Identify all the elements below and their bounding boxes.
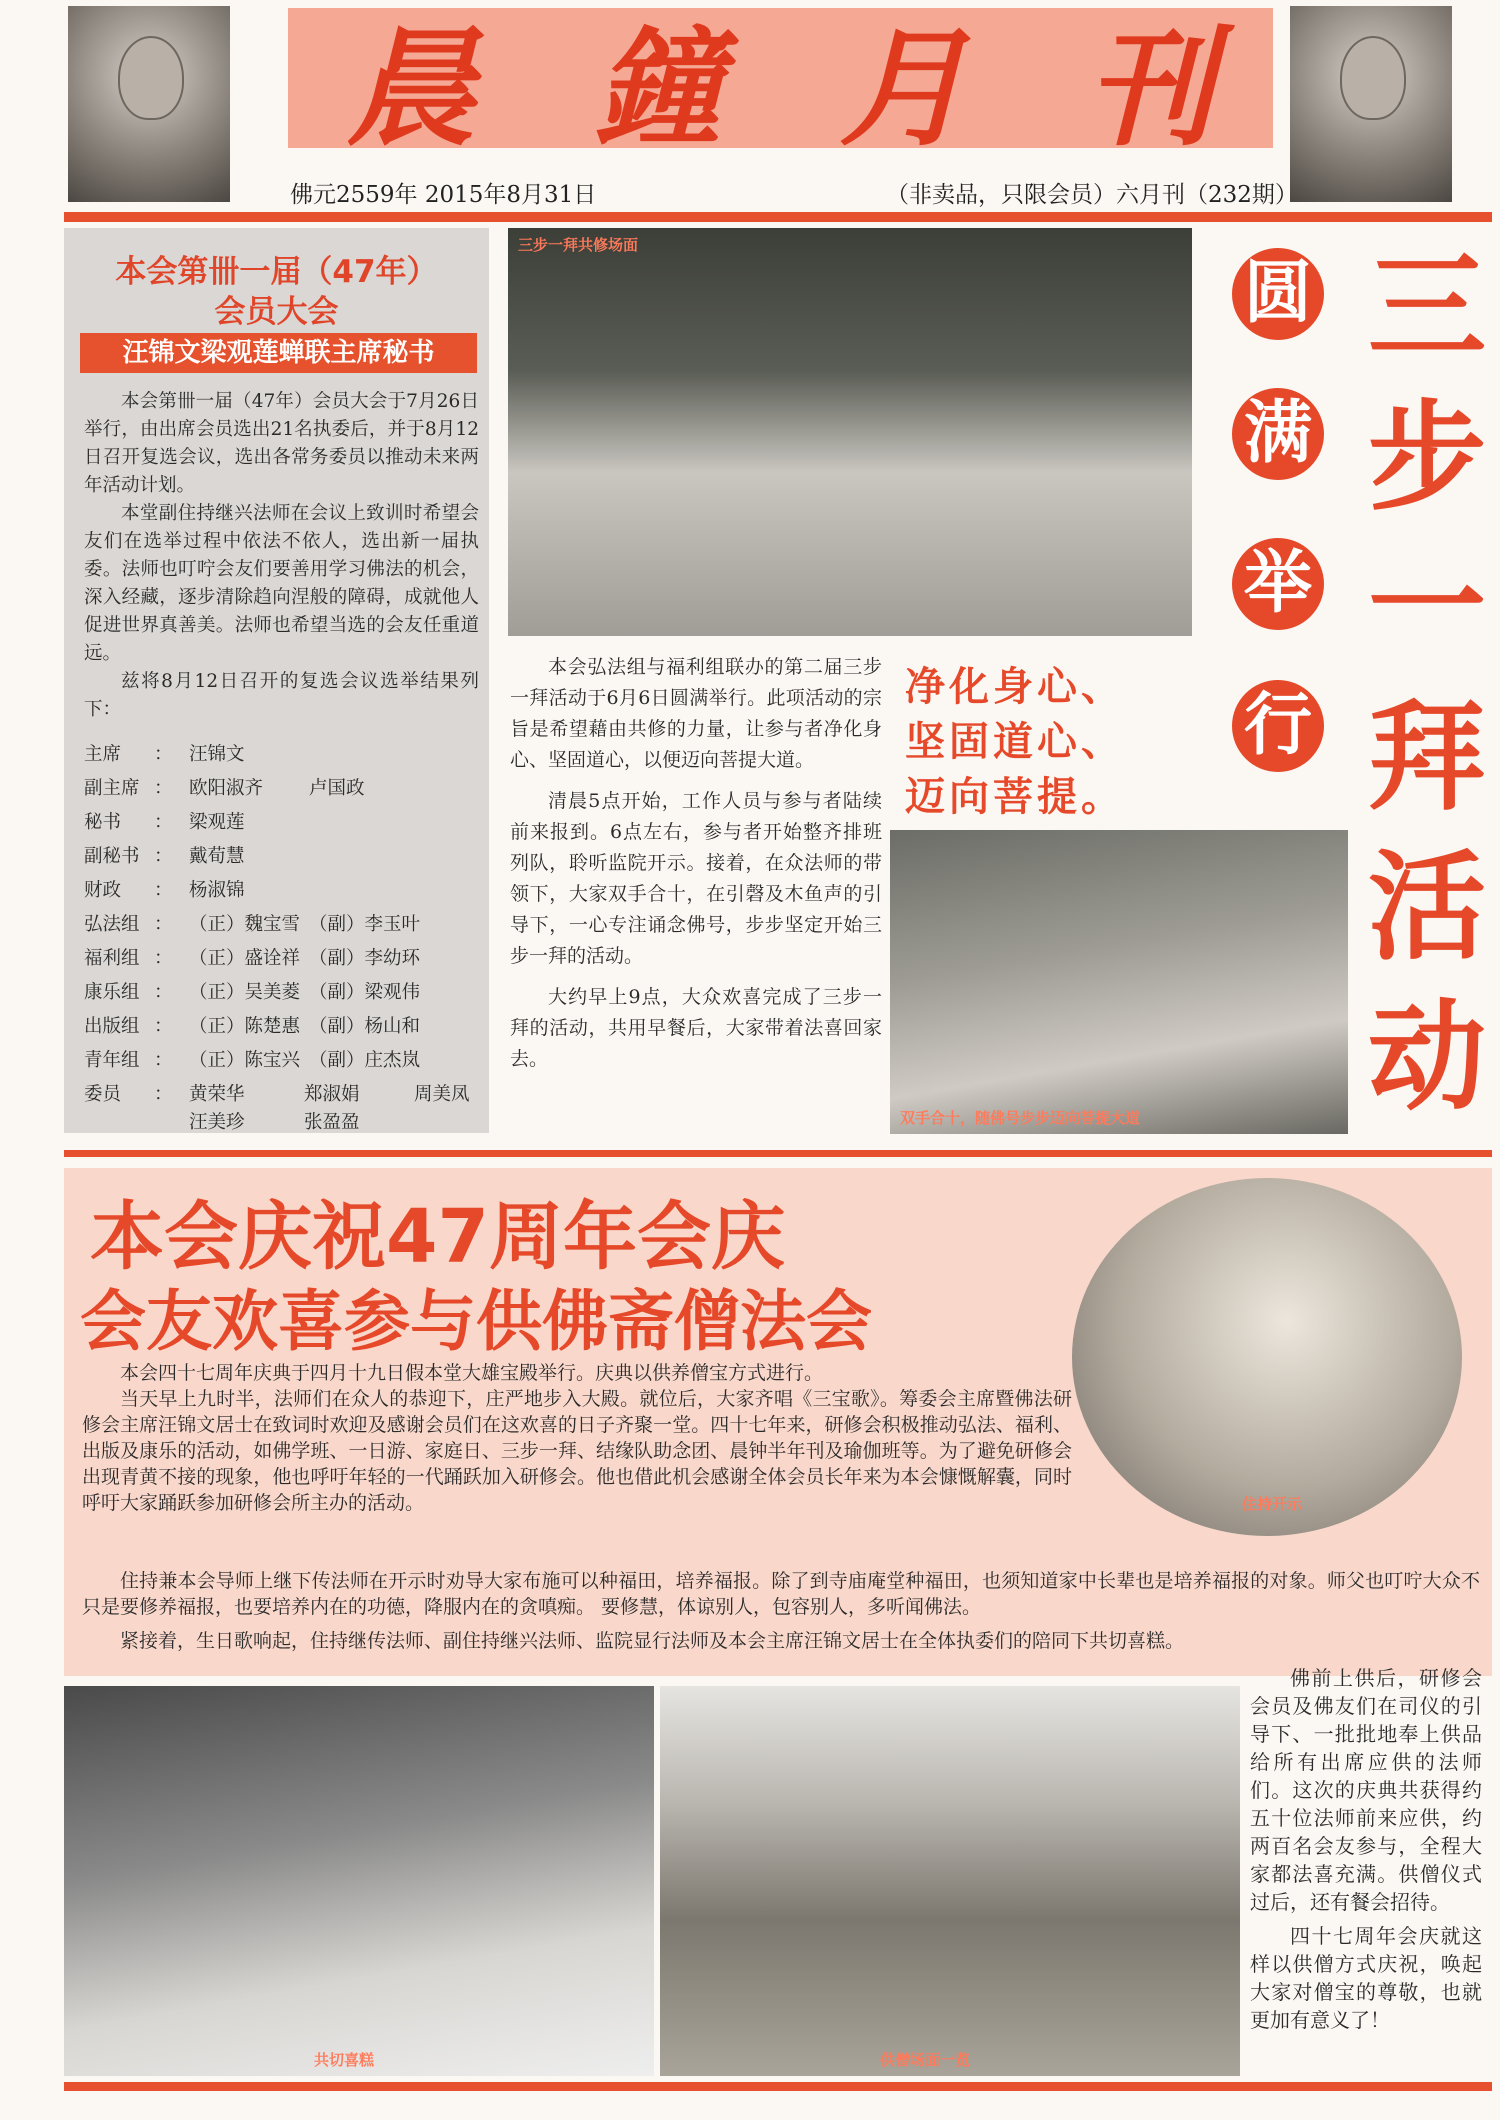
masthead-title	[288, 8, 1273, 164]
roster-row	[84, 1010, 479, 1044]
photo-caption: 供僧场面一览	[880, 2051, 971, 2069]
agm-banner: 汪锦文梁观莲蝉联主席秘书	[80, 333, 477, 373]
committee-roster	[84, 738, 479, 1140]
agm-article	[64, 228, 489, 1133]
photo-caption: 三步一拜共修场面	[518, 236, 639, 254]
roster-role: 秘书	[84, 812, 122, 833]
roster-name: 杨淑锦	[189, 880, 245, 901]
cake-cutting-photo	[64, 1686, 654, 2076]
roster-name: 黄荣华	[189, 1084, 245, 1105]
bowing-photo	[508, 228, 1192, 636]
anniversary-title-line2: 会友欢喜参与供佛斋僧法会	[80, 1283, 872, 1360]
roster-role: 康乐组	[84, 982, 140, 1003]
agm-body	[84, 388, 479, 724]
photo-caption: 住持开示	[1242, 1495, 1303, 1513]
masthead-char: 晨	[347, 14, 476, 164]
roster-role: 委员	[84, 1084, 122, 1105]
roster-colon: ：	[154, 744, 173, 765]
anniversary-side-text	[1250, 1664, 1482, 2040]
roster-row	[84, 840, 479, 874]
slogan-line: 迈向菩提。	[905, 774, 1125, 820]
paragraph: 四十七周年会庆就这样以供僧方式庆祝，唤起大家对僧宝的尊敬，也就更加有意义了！	[1250, 1924, 1482, 2032]
roster-colon: ：	[154, 982, 173, 1003]
paragraph: 清晨5点开始，工作人员与参与者陆续前来报到。6点左右，参与者开始整齐排班列队，聆听监院开示。接着，在众法师的带领下，大家双手合十，在引磬及木鱼声的引导下，一心专注诵念佛号，步步坚定开始三步一拜的活动。	[510, 790, 882, 967]
roster-row	[84, 772, 479, 806]
roster-name: （副）梁观伟	[309, 982, 421, 1003]
divider	[64, 212, 1492, 222]
issue-number: （非卖品，只限会员）六月刊（232期）	[886, 182, 1298, 208]
roster-name: 张盈盈	[304, 1112, 360, 1133]
abbot-portrait	[1072, 1178, 1462, 1536]
roster-role: 副秘书	[84, 846, 140, 867]
paragraph: 本会第卌一届（47年）会员大会于7月26日举行，由出席会员选出21名执委后，并于8月12日召开复选会议，选出各常务委员以推动未来两年活动计划。	[84, 391, 479, 496]
slogan-line: 净化身心、	[905, 664, 1125, 710]
offering-photo	[660, 1686, 1240, 2076]
roster-name: 梁观莲	[189, 812, 245, 833]
masthead-char: 月	[839, 14, 968, 164]
roster-colon: ：	[154, 778, 173, 799]
bowing-vertical-title: 三步一拜活动	[1367, 238, 1486, 1126]
issue-date: 佛元2559年 2015年8月31日	[290, 182, 597, 208]
roster-name: 欧阳淑齐	[189, 778, 264, 799]
roster-name: （副）李玉叶	[309, 914, 421, 935]
paragraph: 本会四十七周年庆典于四月十九日假本堂大雄宝殿举行。庆典以供养僧宝方式进行。	[120, 1362, 824, 1384]
roster-colon: ：	[154, 1016, 173, 1037]
paragraph: 大约早上9点，大众欢喜完成了三步一拜的活动，共用早餐后，大家带着法喜回家去。	[510, 986, 882, 1070]
roster-role: 主席	[84, 744, 122, 765]
roster-colon: ：	[154, 880, 173, 901]
roster-colon: ：	[154, 1050, 173, 1071]
roster-row	[84, 1106, 479, 1140]
paragraph: 佛前上供后，研修会会员及佛友们在司仪的引导下、一批批地奉上供品给所有出席应供的法师们。这次的庆典共获得约五十位法师前来应供，约两百名会友参与，全程大家都法喜充满。供僧仪式过后，还有餐会招待。	[1250, 1666, 1482, 1914]
anniversary-body-upper	[82, 1360, 1072, 1516]
roster-colon: ：	[154, 812, 173, 833]
roster-name: 戴荀慧	[189, 846, 245, 867]
roster-name: （正）陈楚惠	[189, 1016, 301, 1037]
anniversary-body-lower	[82, 1568, 1480, 1654]
roster-name: 汪美珍	[189, 1112, 245, 1133]
title-circle-char: 满	[1232, 388, 1324, 480]
paragraph: 本会弘法组与福利组联办的第二届三步一拜活动于6月6日圆满举行。此项活动的宗旨是希望藉由共修的力量，让参与者净化身心、坚固道心，以便迈向菩提大道。	[510, 656, 882, 771]
roster-row	[84, 942, 479, 976]
roster-role: 出版组	[84, 1016, 140, 1037]
roster-colon: ：	[154, 846, 173, 867]
masthead-char: 刊	[1085, 14, 1214, 164]
photo-caption: 双手合十，随佛号步步迈向菩提大道	[900, 1109, 1141, 1127]
roster-name: 周美凤	[414, 1084, 470, 1105]
roster-name: 卢国政	[309, 778, 365, 799]
slogan-line: 坚固道心、	[905, 719, 1125, 765]
paragraph: 兹将8月12日召开的复选会议选举结果列下：	[84, 671, 479, 720]
roster-name: （正）吴美菱	[189, 982, 301, 1003]
paragraph: 当天早上九时半，法师们在众人的恭迎下，庄严地步入大殿。就位后，大家齐唱《三宝歌》。筹委会主席暨佛法研修会主席汪锦文居士在致词时欢迎及感谢会员们在这欢喜的日子齐聚一堂。四十七年来，研修会积极推动弘法、福利、出版及康乐的活动，如佛学班、一日游、家庭日、三步一拜、结缘队助念团、晨钟半年刊及瑜伽班等。为了避免研修会出现青黄不接的现象，他也呼吁年轻的一代踊跃加入研修会。他也借此机会感谢全体会员长年来为本会慷慨解囊，同时呼吁大家踊跃参加研修会所主办的活动。	[82, 1388, 1072, 1514]
masthead-banner	[288, 8, 1273, 164]
roster-colon: ：	[154, 948, 173, 969]
paragraph: 住持兼本会导师上继下传法师在开示时劝导大家布施可以种福田，培养福报。除了到寺庙庵堂种福田，也须知道家中长辈也是培养福报的对象。师父也叮咛大众不只是要修养福报，也要培养内在的功德，降服内在的贪嗔痴。 要修慧，体谅别人，包容别人，多听闻佛法。	[82, 1570, 1480, 1618]
divider	[64, 2082, 1492, 2091]
paragraph: 紧接着，生日歌响起，住持继传法师、副住持继兴法师、监院显行法师及本会主席汪锦文居士在全体执委们的陪同下共切喜糕。	[120, 1630, 1185, 1652]
roster-name: （副）李幼环	[309, 948, 421, 969]
guanyin-image-left	[68, 6, 230, 202]
paragraph: 本堂副住持继兴法师在会议上致训时希望会友们在选举过程中依法不依人，选出新一届执委。法师也叮咛会友们要善用学习佛法的机会，深入经藏，逐步清除趋向涅般的障碍，成就他人促进世界真善美。法师也希望当选的会友任重道远。	[84, 503, 479, 664]
roster-name: 汪锦文	[189, 744, 245, 765]
roster-colon: ：	[154, 914, 173, 935]
roster-role: 副主席	[84, 778, 140, 799]
roster-row	[84, 738, 479, 772]
roster-row	[84, 1044, 479, 1078]
roster-role: 青年组	[84, 1050, 140, 1071]
title-circle-char: 行	[1232, 680, 1324, 772]
title-circle-char: 圆	[1232, 248, 1324, 340]
guanyin-image-right	[1290, 6, 1452, 202]
roster-colon: ：	[154, 1084, 173, 1105]
roster-name: （副）庄杰岚	[309, 1050, 421, 1071]
roster-row	[84, 874, 479, 908]
praying-photo	[890, 830, 1348, 1134]
roster-row	[84, 806, 479, 840]
photo-caption: 共切喜糕	[314, 2051, 375, 2069]
divider	[64, 1150, 1492, 1157]
masthead-char: 鐘	[593, 14, 722, 164]
roster-row	[84, 976, 479, 1010]
roster-role: 弘法组	[84, 914, 140, 935]
roster-row	[84, 908, 479, 942]
agm-title-line2: 会员大会	[214, 294, 339, 330]
title-circle-char: 举	[1232, 538, 1324, 630]
roster-role: 福利组	[84, 948, 140, 969]
roster-role: 财政	[84, 880, 122, 901]
roster-name: 郑淑娟	[304, 1084, 360, 1105]
roster-name: （正）陈宝兴	[189, 1050, 301, 1071]
agm-title-line1: 本会第卌一届（47年）	[115, 254, 438, 290]
anniversary-title-line1: 本会庆祝47周年会庆	[90, 1194, 785, 1280]
roster-name: （正）盛诠祥	[189, 948, 301, 969]
roster-name: （正）魏宝雪	[189, 914, 301, 935]
bowing-body	[510, 652, 882, 1085]
roster-name: （副）杨山和	[309, 1016, 421, 1037]
